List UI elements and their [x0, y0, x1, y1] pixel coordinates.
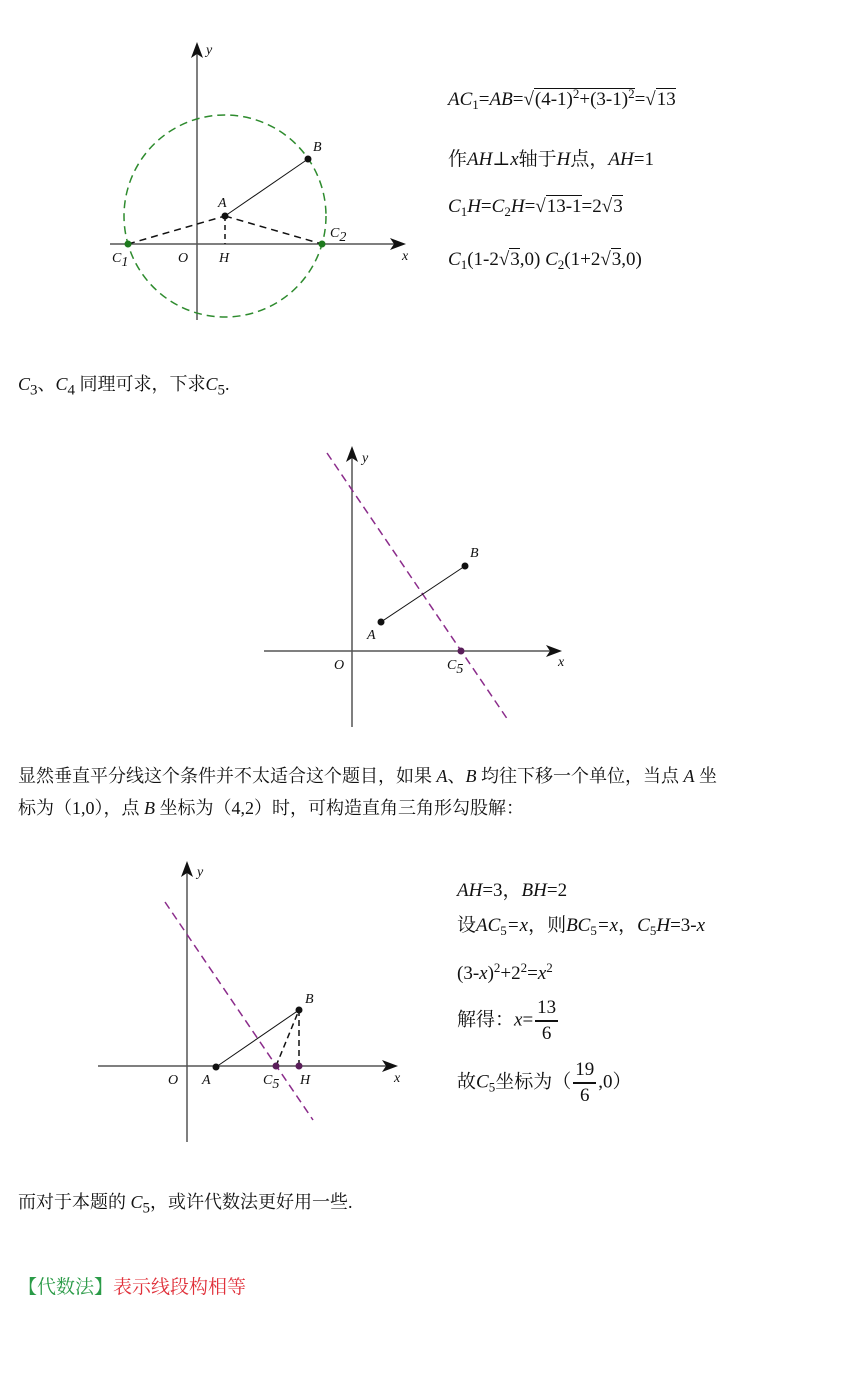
paragraph-line-1: 显然垂直平分线这个条件并不太适合这个题目，如果 A、B 均往下移一个单位，当点 A 坐: [18, 766, 717, 786]
point-c5: [458, 648, 465, 655]
figure-1-circle-diagram: [100, 30, 420, 330]
paragraph-line-2: 标为（1,0），点 B 坐标为（4,2）时，可构造直角三角形勾股解：: [18, 798, 524, 818]
fraction-13-6: $\frac{13}{6}$: [537, 997, 557, 1044]
label-b: B: [313, 140, 322, 155]
formula-pythagorean: $(3-x)^2+2^2=x^2$: [457, 960, 553, 984]
label-a: A: [202, 1073, 211, 1088]
segment-ac2: [225, 216, 322, 244]
formula-c5-coordinates: 故$C_5$坐标为（ $\frac{19}{6}$ ,0）: [457, 1059, 632, 1106]
label-a: A: [367, 628, 376, 643]
formula-ah-bh: AH=3，BH=2: [457, 880, 568, 901]
label-b: B: [305, 992, 314, 1007]
heading-method-label: 【代数法】: [18, 1277, 114, 1298]
paragraph-algebra-note: 而对于本题的 $C_5$，或许代数法更好用一些.: [18, 1192, 353, 1217]
label-a: A: [218, 196, 227, 211]
label-c1: C1: [112, 251, 129, 270]
perpendicular-bisector: [327, 453, 508, 720]
point-c1: [125, 241, 132, 248]
formula-c1-c2-coords: $C_1(1-2√3,0)$ $C_2(1+2√3,0)$: [448, 249, 642, 272]
point-c2: [319, 241, 326, 248]
label-h: H: [300, 1073, 311, 1088]
label-o: O: [334, 658, 345, 673]
label-o: O: [178, 251, 189, 266]
segment-ab: [225, 159, 308, 216]
point-b: [305, 156, 312, 163]
segment-ac1: [128, 216, 225, 244]
heading-title: 表示线段构相等: [113, 1277, 247, 1298]
segment-ab: [381, 566, 465, 622]
label-x: x: [394, 1071, 401, 1086]
label-c2: C2: [330, 226, 347, 245]
point-b: [296, 1007, 303, 1014]
label-h: H: [219, 251, 230, 266]
segment-ab: [216, 1010, 299, 1067]
section-heading-algebra-method: [18, 1272, 246, 1304]
formula-ah-perp: 作AH⊥x轴于H点，AH=1: [448, 149, 654, 170]
label-y: y: [362, 451, 369, 466]
paragraph-c3-c4: $C_3$、$C_4$ 同理可求，下求$C_5$.: [18, 374, 230, 399]
label-b: B: [470, 546, 479, 561]
label-c5: C5: [447, 658, 464, 677]
label-x: x: [402, 249, 409, 264]
formula-c1h-c2h: $C_1H=C_2H=√13-1=2√3$: [448, 196, 623, 219]
point-a: [222, 213, 229, 220]
label-x: x: [558, 655, 565, 670]
fraction-19-6: $\frac{19}{6}$: [575, 1059, 595, 1106]
paragraph-shift-explanation: [18, 760, 833, 824]
formula-solution-x: 解得：x= $\frac{13}{6}$: [457, 997, 557, 1044]
label-c5: C5: [263, 1073, 280, 1092]
point-h: [296, 1063, 303, 1070]
point-c5: [273, 1063, 280, 1070]
formula-ac1-ab: $AC_1=AB=√(4-1)^2+(3-1)^2=√13$: [448, 86, 676, 112]
label-y: y: [206, 43, 213, 58]
point-a: [378, 619, 385, 626]
formula-let-x: 设$AC_5=x$，则$BC_5=x$，$C_5H=3-x$: [457, 915, 706, 938]
point-a: [213, 1064, 220, 1071]
figure-2-bisector-diagram: [250, 440, 580, 740]
label-o: O: [168, 1073, 179, 1088]
figure-3-right-triangle-diagram: [90, 850, 420, 1150]
point-b: [462, 563, 469, 570]
label-y: y: [197, 865, 204, 880]
